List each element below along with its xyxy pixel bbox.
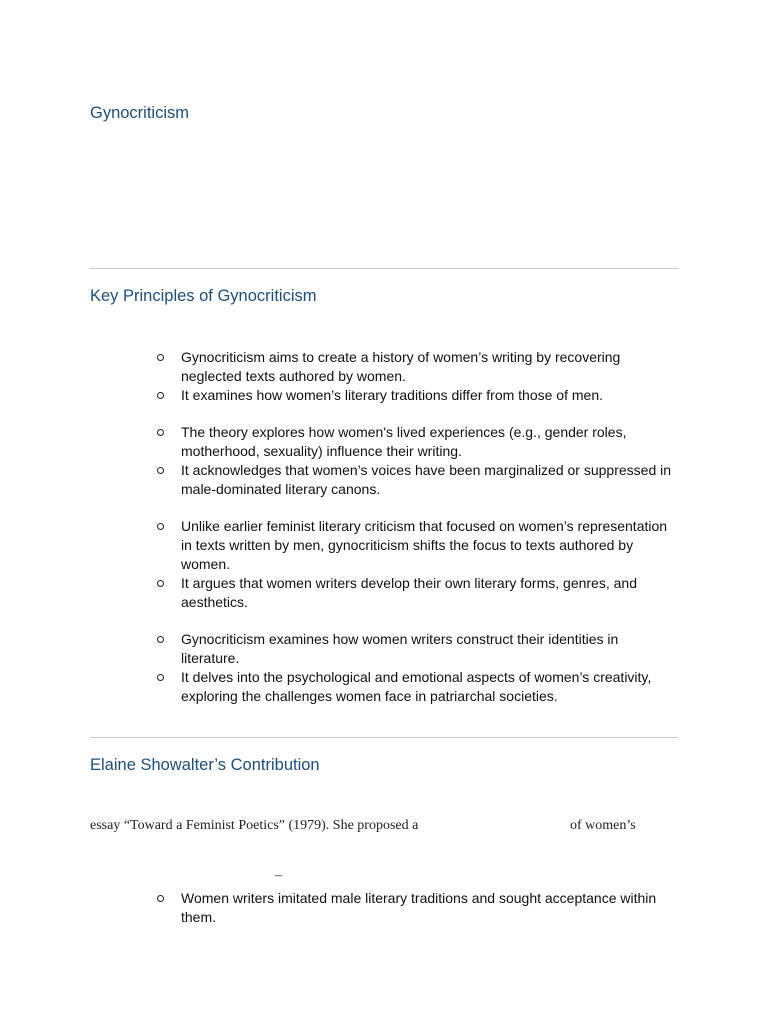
hollow-bullet-icon: [157, 523, 164, 530]
list-item: [0, 889, 768, 927]
list-item: [0, 630, 768, 668]
section-divider: [90, 737, 678, 738]
list-item: [0, 348, 768, 386]
list-item-text: Gynocriticism aims to create a history of women’s writing by recovering neglected texts authored by women.: [181, 349, 621, 384]
list-item: [0, 386, 768, 405]
hollow-bullet-icon: [157, 354, 164, 361]
list-item-text: The theory explores how women's lived experiences (e.g., gender roles, motherhood, sexuality) influence their writing.: [181, 424, 627, 459]
list-item: [0, 574, 768, 612]
hollow-bullet-icon: [157, 429, 164, 436]
hollow-bullet-icon: [157, 636, 164, 643]
section-heading-showalter: Elaine Showalter’s Contribution: [90, 756, 320, 774]
list-item: [0, 668, 768, 706]
list-item-text: It acknowledges that women’s voices have been marginalized or suppressed in male-dominated literary canons.: [181, 462, 672, 497]
text-fragment-end: of women’s: [570, 818, 636, 833]
list-item: [0, 517, 768, 574]
list-item: [0, 461, 768, 499]
hollow-bullet-icon: [157, 392, 164, 399]
list-item-text: Unlike earlier feminist literary criticism that focused on women’s representation in texts written by men, gynocriticism shifts the focus to texts authored by women.: [181, 518, 668, 572]
hollow-bullet-icon: [157, 895, 164, 902]
showalter-list: [0, 889, 768, 927]
hollow-bullet-icon: [157, 674, 164, 681]
list-item: [0, 423, 768, 461]
key-principles-list: [0, 348, 768, 706]
list-item-text: Women writers imitated male literary traditions and sought acceptance within them.: [181, 890, 657, 925]
text-fragment-line: [90, 818, 690, 834]
dash-mark: –: [275, 868, 282, 883]
section-divider: [90, 268, 678, 269]
list-item-text: It delves into the psychological and emotional aspects of women’s creativity, exploring the challenges women face in patriarchal societies.: [181, 669, 652, 704]
hollow-bullet-icon: [157, 580, 164, 587]
list-item-text: Gynocriticism examines how women writers construct their identities in literature.: [181, 631, 619, 666]
text-fragment-start: essay “Toward a Feminist Poetics” (1979). She proposed a: [90, 818, 419, 833]
section-heading-key-principles: Key Principles of Gynocriticism: [90, 287, 317, 305]
document-title: Gynocriticism: [90, 104, 190, 122]
hollow-bullet-icon: [157, 467, 164, 474]
list-item-text: It argues that women writers develop their own literary forms, genres, and aesthetics.: [181, 575, 637, 610]
list-item-text: It examines how women’s literary traditions differ from those of men.: [181, 387, 603, 403]
